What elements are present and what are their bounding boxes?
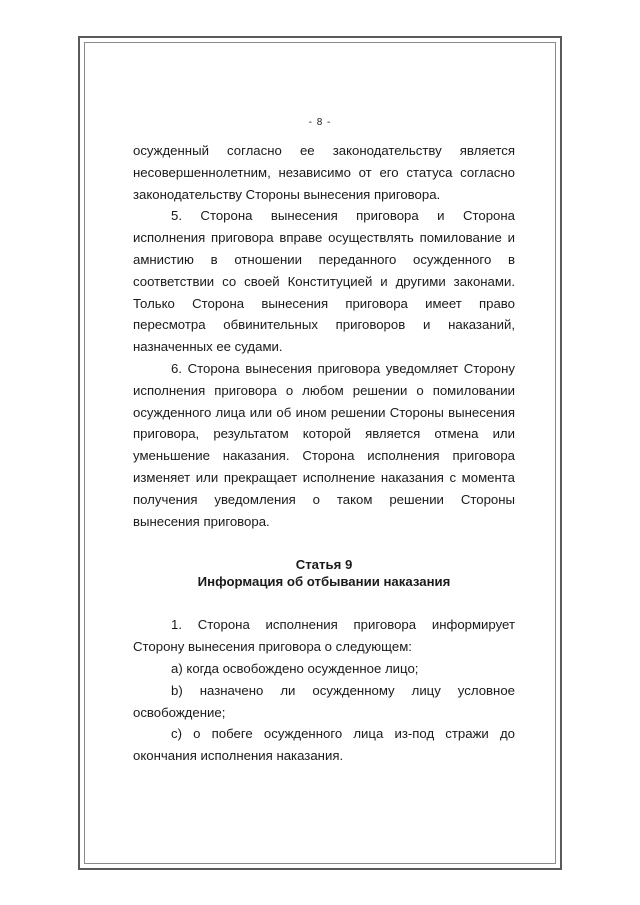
list-text: когда освобождено осужденное лицо; xyxy=(186,660,419,676)
article-heading xyxy=(133,556,515,590)
article-title: Информация об отбывании наказания xyxy=(197,574,451,590)
list-item-c xyxy=(133,723,515,767)
list-item-a xyxy=(133,658,515,680)
page-number: - 8 - xyxy=(308,117,332,128)
paragraph-continuation: осужденный согласно ее законодательству является несовершеннолетним, независимо от его статуса согласно законодательству Стороны вынесения приговора. xyxy=(133,143,515,202)
article-paragraph-1: 1. Сторона исполнения приговора информирует Сторону вынесения приговора о следующем: xyxy=(133,617,515,655)
article-number: Статья 9 xyxy=(295,557,353,573)
list-item-b xyxy=(133,680,515,724)
list-marker: b) xyxy=(171,682,183,698)
list-marker: a) xyxy=(171,660,183,676)
paragraph-6: 6. Сторона вынесения приговора уведомляет Сторону исполнения приговора о любом решении о помиловании осужденного лица или об ином решении Стороны вынесения приговора, результатом которой является отмена или уменьшение наказания. Сторона исполнения приговора изменяет или прекращает исполнение наказания с момента получения уведомления о таком решении Стороны вынесения приговора. xyxy=(133,360,515,529)
document-body xyxy=(133,140,515,767)
paragraph-5: 5. Сторона вынесения приговора и Сторона исполнения приговора вправе осуществлять помилование и амнистию в отношении переданного осужденного в соответствии со своей Конституцией и другими законами. Только Сторона вынесения приговора имеет право пересмотра обвинительных приговоров и наказаний, назначенных ее судами. xyxy=(133,208,515,355)
list-text: о побеге осужденного лица из-под стражи до окончания исполнения наказания. xyxy=(133,726,515,764)
list-marker: c) xyxy=(171,726,182,742)
list-text: назначено ли осужденному лицу условное освобождение; xyxy=(133,682,515,720)
